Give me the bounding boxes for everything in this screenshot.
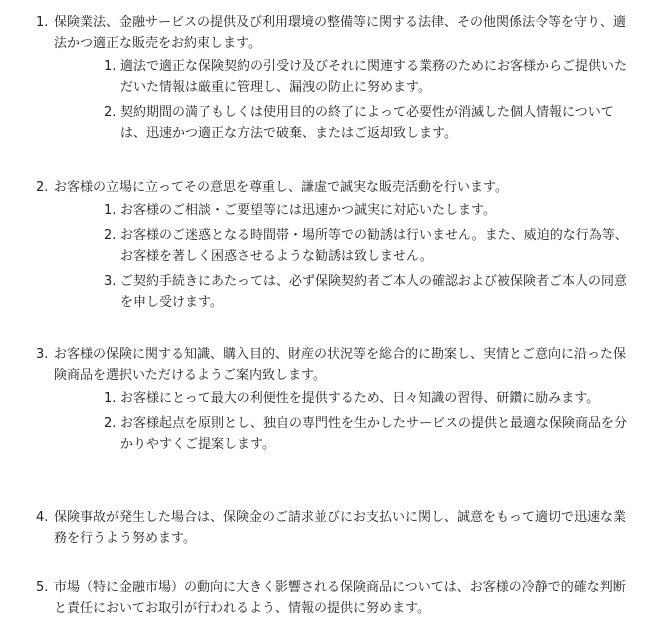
sub-item-number: 3. [104,274,117,289]
item-text: 市場（特に金融市場）の動向に大きく影響される保険商品については、お客様の冷静で的確な判断と責任においてお取引が行われるよう、情報の提供に努めます。 [54,580,626,616]
policy-item-2 [36,177,636,313]
item-number: 5. [36,580,49,595]
item-number: 1. [36,15,49,30]
sub-item-text: お客様のご迷惑となる時間帯・場所等での勧誘は行いません。また、威迫的な行為等、お客様を著しく困惑させるような勧誘は致しません。 [120,228,628,264]
sub-list [104,200,630,313]
sub-item-text: 契約期間の満了もしくは使用目的の終了によって必要性が消滅した個人情報については、迅速かつ適正な方法で破棄、またはご返却致します。 [120,105,614,141]
sub-item-text: お客様のご相談・ご要望等には迅速かつ誠実に対応いたします。 [120,203,496,218]
sub-item-number: 1. [104,59,117,74]
sub-list-item [104,388,630,409]
list-item [36,344,636,386]
list-item [36,177,636,198]
sub-item-text: お客様にとって最大の利便性を提供するため、日々知識の習得、研鑽に励みます。 [120,391,600,406]
sub-item-number: 1. [104,391,117,406]
sub-item-text: 適法で適正な保険契約の引受け及びそれに関連する業務のためにお客様からご提供いただいた情報は厳重に管理し、漏洩の防止に努めます。 [120,59,628,95]
sub-list-item [104,413,630,455]
sub-item-number: 2. [104,228,117,243]
sub-list-item [104,102,630,144]
item-number: 3. [36,347,49,362]
sub-item-number: 2. [104,416,117,431]
policy-item-3 [36,344,636,455]
item-number: 4. [36,510,49,525]
item-number: 2. [36,180,49,195]
sub-list-item [104,200,630,221]
policy-item-1 [36,12,636,144]
list-item [36,507,636,549]
item-text: お客様の保険に関する知識、購入目的、財産の状況等を総合的に勘案し、実情とご意向に沿った保険商品を選択いただけるようご案内致します。 [54,347,627,383]
sub-list [104,388,630,455]
sub-item-text: お客様起点を原則とし、独自の専門性を生かしたサービスの提供と最適な保険商品を分かりやすくご提案します。 [120,416,628,452]
item-text: お客様の立場に立ってその意思を尊重し、謙虚で誠実な販売活動を行います。 [54,180,508,195]
sub-list-item [104,271,630,313]
item-text: 保険事故が発生した場合は、保険金のご請求並びにお支払いに関し、誠意をもって適切で迅速な業務を行うよう努めます。 [54,510,627,546]
sub-item-number: 1. [104,203,117,218]
sub-list-item [104,225,630,267]
sub-list [104,56,630,144]
sub-list-item [104,56,630,98]
policy-item-5 [36,577,636,619]
sub-item-number: 2. [104,105,117,120]
list-item [36,12,636,54]
sub-item-text: ご契約手続きにあたっては、必ず保険契約者ご本人の確認および被保険者ご本人の同意を申し受けます。 [120,274,628,310]
policy-item-4 [36,507,636,549]
item-text: 保険業法、金融サービスの提供及び利用環境の整備等に関する法律、その他関係法令等を守り、適法かつ適正な販売をお約束します。 [54,15,627,51]
list-item [36,577,636,619]
